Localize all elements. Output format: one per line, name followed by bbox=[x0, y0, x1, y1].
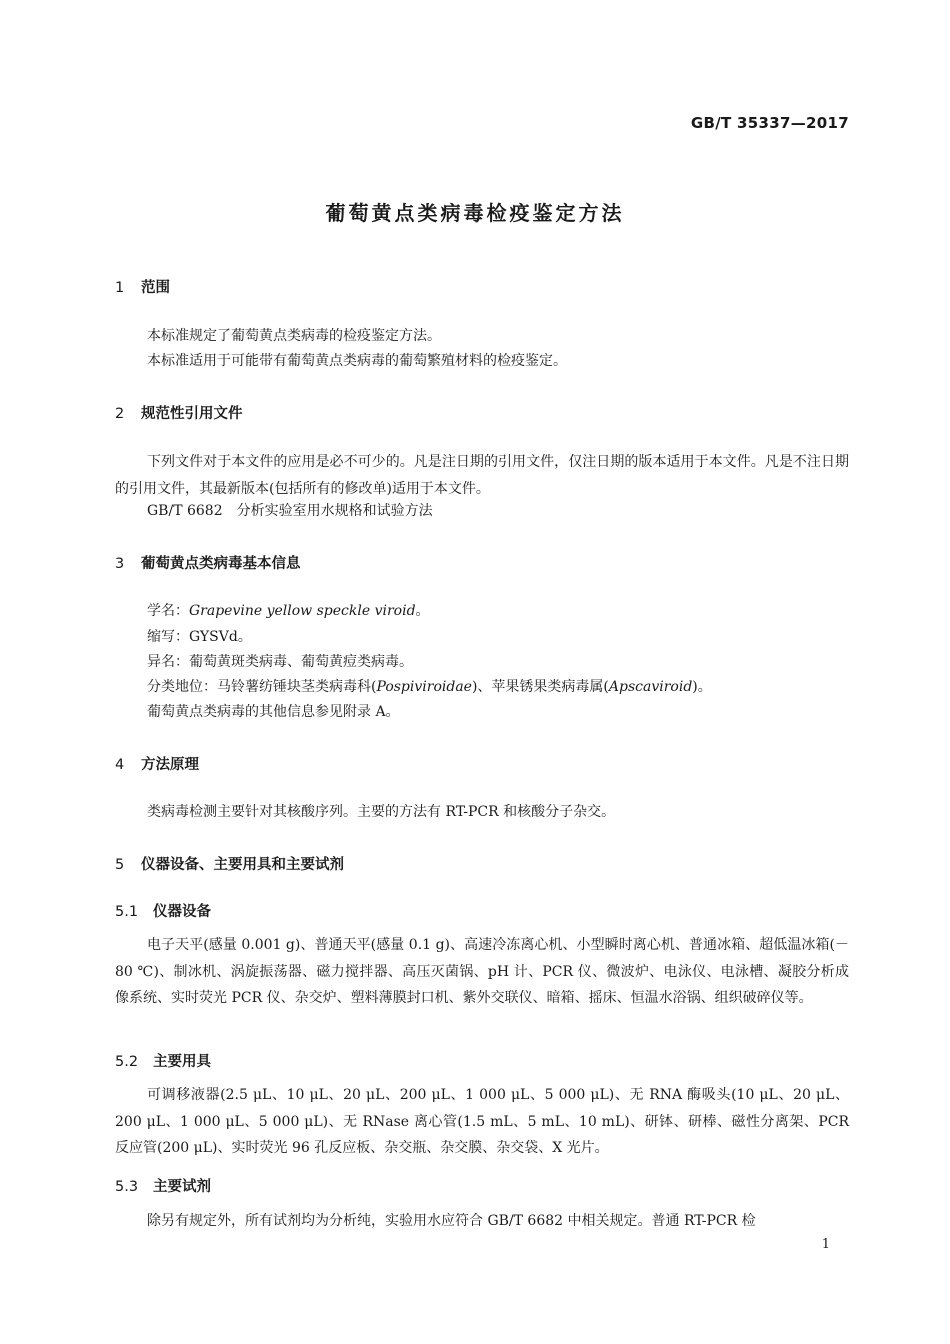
paragraph: 可调移液器(2.5 μL、10 μL、20 μL、200 μL、1 000 μL、5 000 μL)、无 RNA 酶吸头(10 μL、20 μL、200 μL、1 000 μL、5 000 μL)、无 RNase 离心管(1.5 mL、5 mL、10 mL)、研钵、研棒、磁性分离架、PCR 反应管(200 μL)、实时荧光 96 孔反应板、杂交瓶、杂交膜、杂交袋、X 光片。 bbox=[115, 1087, 849, 1156]
taxonomy-text: 分类地位：马铃薯纺锤块茎类病毒科( bbox=[147, 679, 377, 695]
section-title: 规范性引用文件 bbox=[141, 406, 243, 422]
family-name: Pospiviroidae bbox=[376, 679, 472, 695]
section-number: 1 bbox=[115, 280, 125, 296]
section-title: 葡萄黄点类病毒基本信息 bbox=[141, 556, 301, 572]
section-5-3-heading bbox=[115, 1175, 211, 1196]
paragraph: 本标准适用于可能带有葡萄黄点类病毒的葡萄繁殖材料的检疫鉴定。 bbox=[147, 353, 567, 369]
section-number: 5.2 bbox=[115, 1054, 139, 1070]
section-1-heading bbox=[115, 276, 170, 297]
section-title: 主要用具 bbox=[153, 1054, 211, 1070]
taxonomy-text: )、苹果锈果类病毒属( bbox=[471, 679, 609, 695]
section-5-heading bbox=[115, 853, 344, 874]
section-5-1-heading bbox=[115, 900, 211, 921]
section-number: 3 bbox=[115, 556, 125, 572]
section-number: 5.1 bbox=[115, 904, 139, 920]
label: 学名： bbox=[147, 603, 189, 619]
other-info-line: 葡萄黄点类病毒的其他信息参见附录 A。 bbox=[147, 704, 400, 720]
punct: 。 bbox=[415, 603, 430, 619]
section-2-heading bbox=[115, 402, 243, 423]
genus-name: Apscaviroid bbox=[608, 679, 693, 695]
section-number: 2 bbox=[115, 406, 125, 422]
section-title: 方法原理 bbox=[141, 757, 199, 773]
paragraph: 电子天平(感量 0.001 g)、普通天平(感量 0.1 g)、高速冷冻离心机、小型瞬时离心机、普通冰箱、超低温冰箱(－80 ℃)、制冰机、涡旋振荡器、磁力搅拌器、高压灭菌锅、pH 计、PCR 仪、微波炉、电泳仪、电泳槽、凝胶分析成像系统、实时荧光 PCR 仪、杂交炉、塑料薄膜封口机、紫外交联仪、暗箱、摇床、恒温水浴锅、组织破碎仪等。 bbox=[115, 937, 849, 1006]
paragraph: 下列文件对于本文件的应用是必不可少的。凡是注日期的引用文件，仅注日期的版本适用于本文件。凡是不注日期的引用文件，其最新版本(包括所有的修改单)适用于本文件。 bbox=[115, 454, 849, 497]
synonym-line: 异名：葡萄黄斑类病毒、葡萄黄痘类病毒。 bbox=[147, 654, 413, 670]
page-number: 1 bbox=[821, 1237, 830, 1252]
taxonomy-text: )。 bbox=[692, 679, 712, 695]
section-3-heading bbox=[115, 552, 301, 573]
paragraph: 本标准规定了葡萄黄点类病毒的检疫鉴定方法。 bbox=[147, 328, 441, 344]
paragraph: 除另有规定外，所有试剂均为分析纯，实验用水应符合 GB/T 6682 中相关规定。普通 RT-PCR 检 bbox=[147, 1213, 756, 1229]
section-title: 范围 bbox=[141, 280, 170, 296]
scientific-name-line bbox=[147, 598, 430, 624]
section-number: 5 bbox=[115, 857, 125, 873]
scientific-name: Grapevine yellow speckle viroid bbox=[189, 603, 416, 619]
document-title: 葡萄黄点类病毒检疫鉴定方法 bbox=[325, 201, 625, 225]
section-4-heading bbox=[115, 753, 199, 774]
standard-code: GB/T 35337—2017 bbox=[690, 114, 849, 132]
normative-reference: GB/T 6682 分析实验室用水规格和试验方法 bbox=[147, 503, 433, 519]
abbreviation-line: 缩写：GYSVd。 bbox=[147, 629, 252, 645]
taxonomy-line bbox=[147, 674, 712, 700]
paragraph: 类病毒检测主要针对其核酸序列。主要的方法有 RT-PCR 和核酸分子杂交。 bbox=[147, 804, 616, 820]
section-number: 4 bbox=[115, 757, 125, 773]
section-title: 仪器设备、主要用具和主要试剂 bbox=[141, 857, 344, 873]
section-number: 5.3 bbox=[115, 1179, 139, 1195]
section-5-2-heading bbox=[115, 1050, 211, 1071]
section-title: 仪器设备 bbox=[153, 904, 211, 920]
section-title: 主要试剂 bbox=[153, 1179, 211, 1195]
